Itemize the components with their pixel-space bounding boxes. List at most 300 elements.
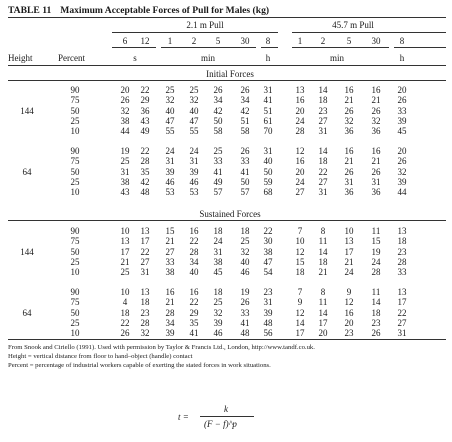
percent-value: 25 xyxy=(70,115,80,126)
table-cell: 12 xyxy=(295,146,305,156)
table-cell: 14 xyxy=(371,297,381,308)
table-cell: 26 xyxy=(120,328,130,339)
table-cell: 38 xyxy=(213,256,223,267)
table-cell: 36 xyxy=(371,187,381,198)
unit-min: min xyxy=(329,53,344,63)
table-cell: 27 xyxy=(140,256,150,267)
table-cell: 26 xyxy=(240,146,250,156)
table-cell: 48 xyxy=(240,328,250,339)
table-cell: 7 xyxy=(297,226,303,236)
table-cell: 56 xyxy=(263,328,273,339)
table-cell: 13 xyxy=(397,287,407,297)
table-cell: 21 xyxy=(344,156,354,167)
table-cell: 30 xyxy=(263,236,273,247)
footnote-source: From Snook and Ciriello (1991). Used with permission by Taylor & Francis Ltd., London, http://www.tandf.co.uk. xyxy=(8,344,315,351)
table-cell: 11 xyxy=(318,297,328,308)
freq-header: 2 xyxy=(191,36,197,46)
unit-s: s xyxy=(133,53,137,63)
table-cell: 21 xyxy=(371,95,381,106)
formula-denominator: (F − f)^p xyxy=(204,419,237,429)
table-cell: 47 xyxy=(189,115,199,126)
table-cell: 17 xyxy=(120,246,130,257)
table-cell: 39 xyxy=(189,166,199,177)
table-cell: 25 xyxy=(120,156,130,167)
table-cell: 55 xyxy=(165,126,175,137)
table-cell: 28 xyxy=(295,126,305,137)
height-value: 64 xyxy=(22,166,32,177)
footnote-height: Height = vertical distance from floor to hand–object (handle) contact xyxy=(8,353,193,360)
table-cell: 41 xyxy=(213,166,223,177)
table-cell: 14 xyxy=(318,146,328,156)
table-cell: 25 xyxy=(189,85,199,95)
table-cell: 27 xyxy=(165,246,175,257)
table-cell: 24 xyxy=(165,146,175,156)
table-cell: 32 xyxy=(397,166,407,177)
table-cell: 31 xyxy=(318,187,328,198)
table-cell: 25 xyxy=(120,267,130,278)
table-cell: 33 xyxy=(240,156,250,167)
table-cell: 21 xyxy=(344,256,354,267)
freq-header: 30 xyxy=(240,36,250,46)
table-cell: 17 xyxy=(318,317,328,328)
table-cell: 40 xyxy=(165,105,175,116)
percent-value: 10 xyxy=(70,187,80,198)
percent-value: 50 xyxy=(70,105,80,116)
table-cell: 44 xyxy=(120,126,130,137)
table-cell: 22 xyxy=(263,226,273,236)
table-cell: 40 xyxy=(263,156,273,167)
percent-value: 75 xyxy=(70,236,80,247)
table-cell: 25 xyxy=(165,85,175,95)
table-cell: 23 xyxy=(371,317,381,328)
table-cell: 18 xyxy=(240,226,250,236)
table-cell: 17 xyxy=(397,297,407,308)
table-cell: 32 xyxy=(189,95,199,106)
unit-rule-h-left xyxy=(261,47,278,48)
table-cell: 40 xyxy=(189,105,199,116)
table-cell: 33 xyxy=(397,267,407,278)
percent-value: 90 xyxy=(70,85,80,95)
table-cell: 32 xyxy=(165,95,175,106)
table-cell: 13 xyxy=(295,85,305,95)
table-cell: 44 xyxy=(397,187,407,198)
table-cell: 27 xyxy=(318,115,328,126)
table-cell: 19 xyxy=(120,146,130,156)
table-cell: 16 xyxy=(295,156,305,167)
table-cell: 41 xyxy=(189,328,199,339)
percent-value: 90 xyxy=(70,226,80,236)
table-cell: 58 xyxy=(240,126,250,137)
table-cell: 26 xyxy=(397,156,407,167)
table-cell: 58 xyxy=(213,126,223,137)
table-cell: 31 xyxy=(120,166,130,177)
formula-numerator: k xyxy=(224,404,228,414)
table-cell: 11 xyxy=(371,287,381,297)
table-cell: 32 xyxy=(240,246,250,257)
table-cell: 35 xyxy=(189,317,199,328)
table-cell: 28 xyxy=(140,156,150,167)
freq-header: 30 xyxy=(371,36,381,46)
table-cell: 31 xyxy=(344,176,354,187)
header-rule xyxy=(8,65,446,66)
table-cell: 51 xyxy=(263,105,273,116)
table-cell: 29 xyxy=(189,307,199,318)
group-header-45-7m: 45.7 m Pull xyxy=(332,20,374,30)
table-cell: 50 xyxy=(213,115,223,126)
table-cell: 15 xyxy=(295,256,305,267)
table-cell: 16 xyxy=(371,146,381,156)
table-cell: 38 xyxy=(120,115,130,126)
table-cell: 31 xyxy=(397,328,407,339)
table-cell: 34 xyxy=(240,95,250,106)
table-cell: 14 xyxy=(318,307,328,318)
table-cell: 22 xyxy=(189,236,199,247)
table-cell: 22 xyxy=(318,166,328,177)
table-cell: 49 xyxy=(213,176,223,187)
table-cell: 21 xyxy=(318,267,328,278)
unit-min: min xyxy=(200,53,215,63)
unit-rule-s xyxy=(112,47,156,48)
table-cell: 12 xyxy=(295,246,305,257)
table-cell: 20 xyxy=(318,328,328,339)
height-value: 144 xyxy=(20,105,34,116)
table-cell: 17 xyxy=(344,246,354,257)
table-cell: 15 xyxy=(371,236,381,247)
table-cell: 35 xyxy=(140,166,150,177)
percent-value: 50 xyxy=(70,307,80,318)
table-cell: 50 xyxy=(240,176,250,187)
table-cell: 13 xyxy=(140,287,150,297)
table-cell: 43 xyxy=(140,115,150,126)
table-cell: 18 xyxy=(213,226,223,236)
footnote-percent: Percent = percentage of industrial workers capable of exerting the stated forces in work situations. xyxy=(8,362,271,369)
table-cell: 57 xyxy=(213,187,223,198)
table-cell: 31 xyxy=(318,126,328,137)
table-cell: 26 xyxy=(397,95,407,106)
table-cell: 53 xyxy=(189,187,199,198)
formula-lhs: t = xyxy=(178,412,189,422)
table-cell: 22 xyxy=(120,317,130,328)
freq-header: 6 xyxy=(122,36,128,46)
percent-value: 75 xyxy=(70,297,80,308)
table-cell: 15 xyxy=(165,226,175,236)
table-cell: 38 xyxy=(165,267,175,278)
table-cell: 32 xyxy=(371,115,381,126)
table-cell: 26 xyxy=(371,166,381,177)
table-cell: 24 xyxy=(295,115,305,126)
table-title xyxy=(8,5,269,16)
table-cell: 7 xyxy=(297,287,303,297)
table-cell: 48 xyxy=(263,317,273,328)
table-cell: 38 xyxy=(263,246,273,257)
table-cell: 20 xyxy=(295,105,305,116)
table-cell: 31 xyxy=(213,246,223,257)
freq-header: 8 xyxy=(399,36,405,46)
section-rule xyxy=(8,220,446,221)
bottom-rule xyxy=(8,339,446,340)
percent-value: 50 xyxy=(70,246,80,257)
table-cell: 4 xyxy=(122,297,128,308)
table-cell: 16 xyxy=(165,287,175,297)
table-cell: 46 xyxy=(240,267,250,278)
table-cell: 22 xyxy=(140,246,150,257)
table-cell: 42 xyxy=(140,176,150,187)
table-cell: 22 xyxy=(189,297,199,308)
table-cell: 21 xyxy=(344,95,354,106)
table-cell: 10 xyxy=(120,226,130,236)
table-cell: 33 xyxy=(165,256,175,267)
table-cell: 10 xyxy=(344,226,354,236)
table-cell: 45 xyxy=(213,267,223,278)
table-cell: 31 xyxy=(263,85,273,95)
table-cell: 18 xyxy=(213,287,223,297)
table-cell: 18 xyxy=(295,267,305,278)
table-cell: 48 xyxy=(140,187,150,198)
table-cell: 13 xyxy=(397,226,407,236)
table-cell: 13 xyxy=(120,236,130,247)
table-cell: 8 xyxy=(320,226,326,236)
table-cell: 26 xyxy=(371,328,381,339)
table-cell: 33 xyxy=(397,105,407,116)
table-cell: 46 xyxy=(213,328,223,339)
column-header-height: Height xyxy=(8,53,33,63)
table-cell: 26 xyxy=(213,85,223,95)
table-cell: 46 xyxy=(165,176,175,187)
percent-value: 10 xyxy=(70,267,80,278)
group-header-2-1m: 2.1 m Pull xyxy=(186,20,224,30)
unit-h: h xyxy=(265,53,271,63)
table-cell: 41 xyxy=(263,95,273,106)
table-cell: 31 xyxy=(263,297,273,308)
table-cell: 12 xyxy=(295,307,305,318)
table-cell: 26 xyxy=(371,105,381,116)
table-cell: 26 xyxy=(240,85,250,95)
percent-value: 10 xyxy=(70,328,80,339)
table-title-label: TABLE 11 xyxy=(8,5,52,16)
height-value: 64 xyxy=(22,307,32,318)
table-cell: 14 xyxy=(318,85,328,95)
table-cell: 39 xyxy=(397,115,407,126)
table-cell: 27 xyxy=(397,317,407,328)
freq-header: 12 xyxy=(140,36,150,46)
table-cell: 26 xyxy=(120,95,130,106)
table-cell: 49 xyxy=(140,126,150,137)
table-cell: 34 xyxy=(165,317,175,328)
table-cell: 39 xyxy=(165,328,175,339)
table-cell: 68 xyxy=(263,187,273,198)
percent-value: 90 xyxy=(70,146,80,156)
table-cell: 28 xyxy=(165,307,175,318)
table-cell: 20 xyxy=(344,317,354,328)
table-cell: 26 xyxy=(240,297,250,308)
table-cell: 41 xyxy=(240,166,250,177)
freq-header: 8 xyxy=(265,36,271,46)
table-cell: 42 xyxy=(240,105,250,116)
freq-header: 1 xyxy=(167,36,173,46)
table-cell: 20 xyxy=(397,85,407,95)
table-cell: 59 xyxy=(263,176,273,187)
table-cell: 13 xyxy=(344,236,354,247)
table-cell: 16 xyxy=(295,95,305,106)
table-cell: 32 xyxy=(213,307,223,318)
table-cell: 18 xyxy=(318,256,328,267)
table-cell: 61 xyxy=(263,115,273,126)
percent-value: 75 xyxy=(70,156,80,167)
unit-rule-h-right xyxy=(394,47,446,48)
table-cell: 24 xyxy=(295,176,305,187)
table-cell: 27 xyxy=(318,176,328,187)
table-cell: 70 xyxy=(263,126,273,137)
table-cell: 17 xyxy=(140,236,150,247)
group-rule-right xyxy=(292,32,446,33)
table-cell: 18 xyxy=(140,297,150,308)
percent-value: 10 xyxy=(70,126,80,137)
table-cell: 45 xyxy=(397,126,407,137)
table-cell: 31 xyxy=(140,267,150,278)
table-cell: 28 xyxy=(371,267,381,278)
table-cell: 40 xyxy=(189,267,199,278)
table-cell: 10 xyxy=(295,236,305,247)
table-cell: 19 xyxy=(240,287,250,297)
table-cell: 57 xyxy=(240,187,250,198)
table-cell: 20 xyxy=(120,85,130,95)
freq-header: 5 xyxy=(346,36,352,46)
table-cell: 16 xyxy=(344,85,354,95)
table-cell: 25 xyxy=(213,297,223,308)
table-cell: 41 xyxy=(240,317,250,328)
table-cell: 11 xyxy=(318,236,328,247)
table-cell: 34 xyxy=(213,95,223,106)
table-cell: 20 xyxy=(295,166,305,177)
table-cell: 33 xyxy=(213,156,223,167)
table-cell: 36 xyxy=(344,187,354,198)
table-cell: 11 xyxy=(371,226,381,236)
table-cell: 22 xyxy=(140,85,150,95)
table-cell: 18 xyxy=(318,156,328,167)
table-cell: 27 xyxy=(295,187,305,198)
table-cell: 25 xyxy=(213,146,223,156)
table-cell: 16 xyxy=(344,146,354,156)
top-rule xyxy=(8,17,446,18)
table-cell: 36 xyxy=(140,105,150,116)
table-cell: 28 xyxy=(397,256,407,267)
table-cell: 47 xyxy=(165,115,175,126)
table-cell: 12 xyxy=(344,297,354,308)
formula-fraction-bar xyxy=(200,416,254,417)
table-cell: 24 xyxy=(213,236,223,247)
table-cell: 28 xyxy=(189,246,199,257)
table-cell: 14 xyxy=(295,317,305,328)
table-cell: 23 xyxy=(397,246,407,257)
table-cell: 36 xyxy=(371,126,381,137)
freq-header: 2 xyxy=(320,36,326,46)
table-cell: 26 xyxy=(344,166,354,177)
table-cell: 17 xyxy=(295,328,305,339)
table-cell: 20 xyxy=(397,146,407,156)
table-cell: 23 xyxy=(318,105,328,116)
percent-value: 90 xyxy=(70,287,80,297)
percent-value: 25 xyxy=(70,317,80,328)
table-cell: 31 xyxy=(371,176,381,187)
table-cell: 28 xyxy=(140,317,150,328)
table-cell: 19 xyxy=(371,246,381,257)
table-cell: 9 xyxy=(297,297,303,308)
table-cell: 24 xyxy=(344,267,354,278)
table-cell: 31 xyxy=(165,156,175,167)
table-cell: 53 xyxy=(165,187,175,198)
table-cell: 26 xyxy=(344,105,354,116)
table-cell: 51 xyxy=(240,115,250,126)
table-cell: 31 xyxy=(263,146,273,156)
table-cell: 42 xyxy=(213,105,223,116)
table-cell: 39 xyxy=(165,166,175,177)
table-cell: 34 xyxy=(189,256,199,267)
table-cell: 23 xyxy=(140,307,150,318)
table-cell: 24 xyxy=(189,146,199,156)
table-cell: 21 xyxy=(371,156,381,167)
table-cell: 22 xyxy=(140,146,150,156)
section-label: Sustained Forces xyxy=(199,209,261,219)
table-cell: 43 xyxy=(120,187,130,198)
table-cell: 16 xyxy=(371,85,381,95)
table-cell: 39 xyxy=(213,317,223,328)
table-cell: 39 xyxy=(263,307,273,318)
table-cell: 32 xyxy=(140,328,150,339)
table-cell: 39 xyxy=(397,176,407,187)
table-cell: 23 xyxy=(263,287,273,297)
table-cell: 50 xyxy=(263,166,273,177)
percent-value: 50 xyxy=(70,166,80,177)
table-cell: 18 xyxy=(120,307,130,318)
unit-rule-min-right xyxy=(292,47,389,48)
table-cell: 54 xyxy=(263,267,273,278)
table-cell: 24 xyxy=(371,256,381,267)
table-cell: 23 xyxy=(344,328,354,339)
table-cell: 9 xyxy=(346,287,352,297)
table-cell: 22 xyxy=(397,307,407,318)
table-cell: 8 xyxy=(320,287,326,297)
table-cell: 40 xyxy=(240,256,250,267)
table-title-text: Maximum Acceptable Forces of Pull for Males (kg) xyxy=(60,5,270,16)
table-cell: 25 xyxy=(240,236,250,247)
table-cell: 18 xyxy=(371,307,381,318)
table-cell: 47 xyxy=(263,256,273,267)
table-cell: 32 xyxy=(344,115,354,126)
table-cell: 13 xyxy=(140,226,150,236)
group-rule-left xyxy=(112,32,278,33)
freq-header: 5 xyxy=(215,36,221,46)
table-cell: 18 xyxy=(397,236,407,247)
table-cell: 31 xyxy=(189,156,199,167)
table-cell: 32 xyxy=(120,105,130,116)
section-label: Initial Forces xyxy=(206,69,254,79)
unit-h: h xyxy=(399,53,405,63)
table-cell: 21 xyxy=(165,297,175,308)
table-cell: 18 xyxy=(318,95,328,106)
section-rule xyxy=(8,80,446,81)
table-cell: 29 xyxy=(140,95,150,106)
table-cell: 10 xyxy=(120,287,130,297)
table-cell: 21 xyxy=(120,256,130,267)
table-cell: 21 xyxy=(165,236,175,247)
table-cell: 16 xyxy=(189,226,199,236)
table-cell: 33 xyxy=(240,307,250,318)
percent-value: 25 xyxy=(70,256,80,267)
table-cell: 38 xyxy=(120,176,130,187)
unit-rule-min-left xyxy=(161,47,256,48)
table-cell: 14 xyxy=(318,246,328,257)
freq-header: 1 xyxy=(297,36,303,46)
